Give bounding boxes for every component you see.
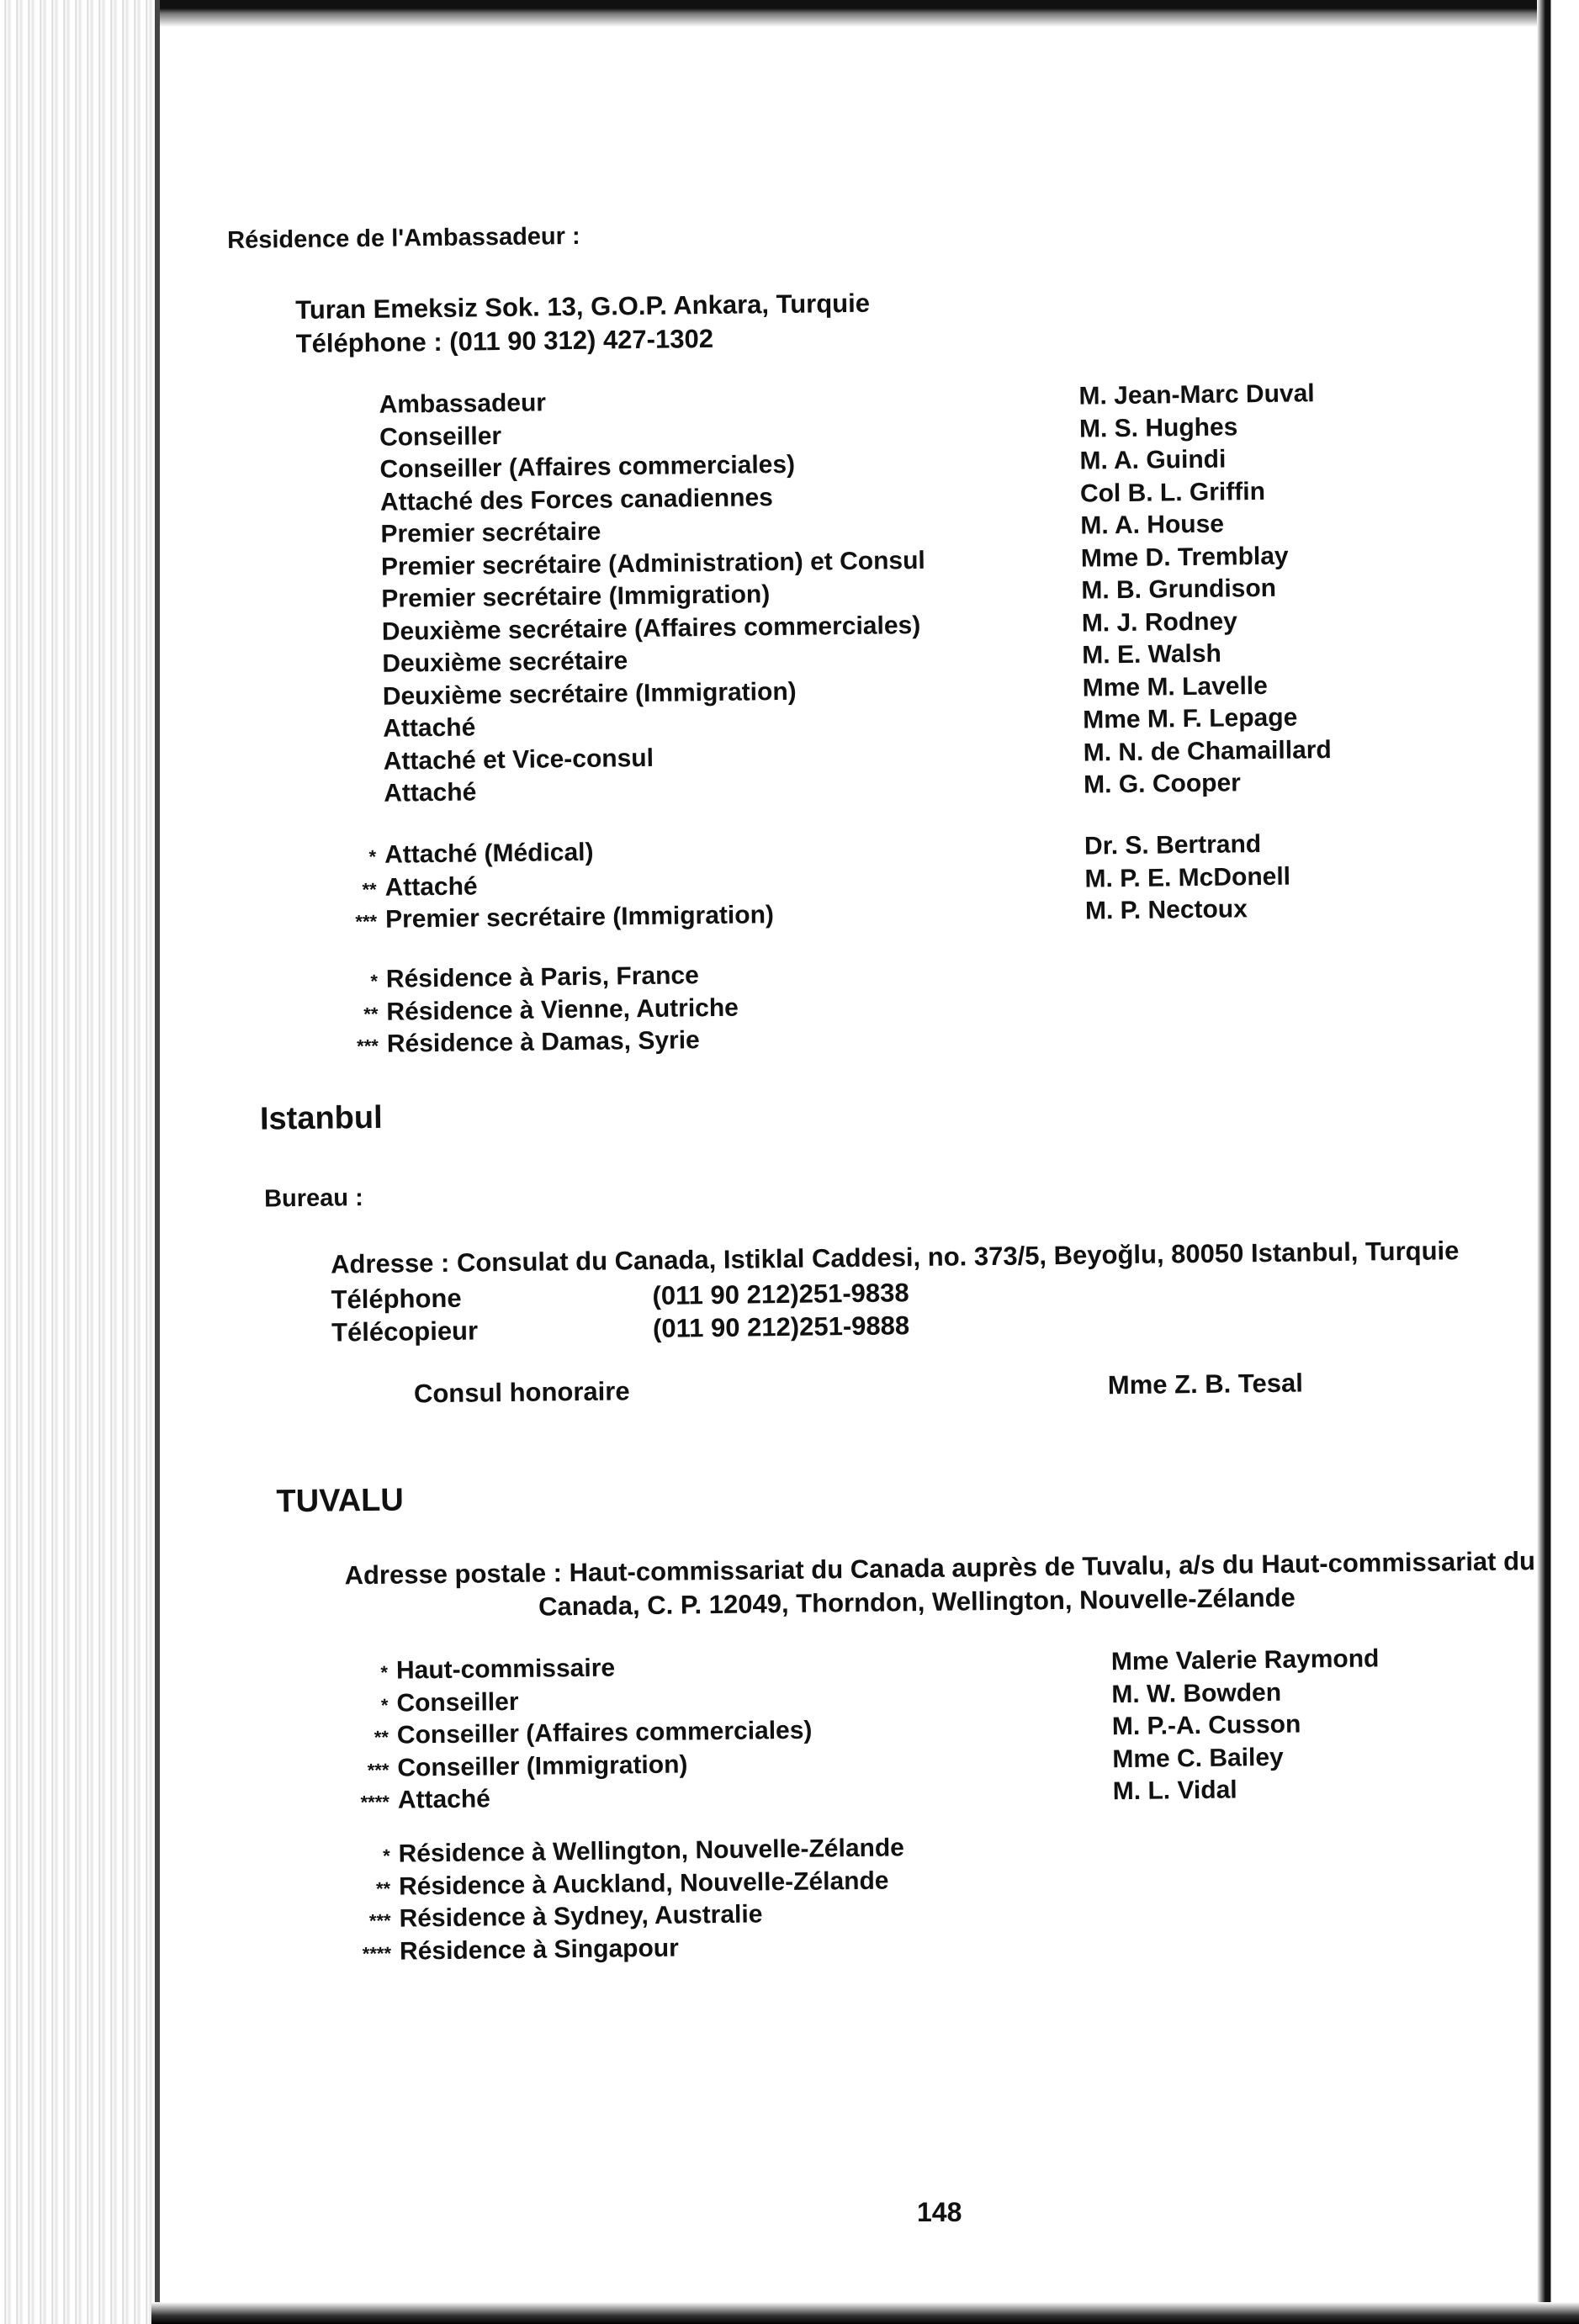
residence-text: Résidence à Wellington, Nouvelle-Zélande: [398, 1834, 905, 1868]
footnote-mark: *: [380, 1694, 389, 1716]
residence-text: Résidence à Paris, France: [385, 961, 699, 993]
residence-text: Résidence à Vienne, Autriche: [386, 993, 739, 1026]
staff-title: Conseiller: [396, 1687, 519, 1718]
istanbul-address: Adresse : Consulat du Canada, Istiklal Caddesi, no. 373/5, Beyoğlu, 80050 Istanbul, Turquie: [330, 1236, 1460, 1279]
staff-title: Attaché et Vice-consul: [383, 744, 654, 776]
staff-name: Mme C. Bailey: [1112, 1743, 1284, 1773]
staff-name: Mme M. Lavelle: [1082, 671, 1269, 702]
staff-name: M. Jean-Marc Duval: [1078, 379, 1315, 410]
page-content: [227, 211, 1536, 1966]
staff-name: M. B. Grundison: [1081, 574, 1277, 605]
bureau-heading: Bureau :: [263, 1184, 363, 1213]
staff-name: M. A. House: [1080, 510, 1225, 540]
telephone-value: (011 90 212)251-9838: [652, 1278, 909, 1310]
staff-title: Attaché: [384, 871, 478, 902]
ankara-nonresident-names: [1084, 828, 1291, 928]
staff-title: Deuxième secrétaire (Affaires commerciales): [381, 611, 921, 646]
staff-name: M. L. Vidal: [1112, 1776, 1237, 1806]
postal-address-line2: Canada, C. P. 12049, Thorndon, Wellington, Nouvelle-Zélande: [538, 1582, 1296, 1622]
residence-text: Résidence à Sydney, Australie: [399, 1900, 763, 1933]
staff-name: Col B. L. Griffin: [1079, 477, 1266, 508]
nonresident-row: [326, 899, 774, 937]
footnote-mark: *: [368, 845, 377, 867]
book-left-edge: [0, 0, 160, 2324]
footnote-mark: ****: [362, 1942, 392, 1964]
staff-title: Premier secrétaire: [380, 517, 601, 548]
ankara-nonresident-titles: [326, 834, 774, 937]
footnote-mark: *: [370, 970, 379, 992]
staff-name: M. E. Walsh: [1082, 639, 1222, 670]
staff-title: Conseiller (Affaires commerciales): [396, 1716, 813, 1750]
staff-title: Attaché: [383, 713, 476, 743]
tuvalu-staff-names: [1111, 1643, 1381, 1808]
staff-title: Attaché (Médical): [384, 838, 594, 869]
nonresident-row: [326, 867, 773, 905]
footnote-mark: **: [362, 878, 377, 900]
staff-name: Mme D. Tremblay: [1080, 542, 1289, 573]
footnote-mark: ***: [368, 1909, 391, 1932]
page-number: 148: [917, 2197, 962, 2227]
postal-address-line1: Adresse postale : Haut-commissariat du Canada auprès de Tuvalu, a/s du Haut-commissariat du: [344, 1546, 1536, 1591]
footnote-mark: **: [363, 1003, 379, 1024]
staff-name: M. G. Cooper: [1083, 769, 1242, 799]
tuvalu-staff-titles: [337, 1650, 813, 1818]
staff-name: M. N. de Chamaillard: [1083, 735, 1332, 767]
staff-name: M. P.-A. Cusson: [1111, 1710, 1301, 1741]
staff-name: Mme Valerie Raymond: [1110, 1644, 1380, 1676]
consul-name: Mme Z. B. Tesal: [1107, 1368, 1304, 1400]
staff-name: M. A. Guindi: [1079, 445, 1227, 475]
residence-note: [341, 1930, 906, 1969]
residence-note: [327, 992, 739, 1029]
footnote-mark: ***: [357, 1035, 379, 1057]
staff-title: Deuxième secrétaire (Immigration): [382, 677, 797, 711]
residence-text: Résidence à Auckland, Nouvelle-Zélande: [398, 1866, 889, 1901]
staff-row: [338, 1715, 813, 1753]
footnote-mark: ***: [355, 910, 378, 933]
staff-title: Ambassadeur: [379, 389, 547, 419]
residence-heading: Résidence de l'Ambassadeur :: [227, 222, 580, 254]
staff-title: Premier secrétaire (Administration) et Consul: [380, 546, 925, 581]
footnote-mark: ***: [367, 1759, 389, 1781]
telephone-label: Téléphone: [331, 1283, 462, 1315]
staff-title: Premier secrétaire (Immigration): [384, 901, 775, 934]
staff-title: Conseiller (Immigration): [397, 1750, 688, 1782]
book-bottom-edge: [151, 2302, 1579, 2324]
ankara-residences: [327, 960, 739, 1061]
staff-name: M. P. Nectoux: [1084, 895, 1248, 925]
consul-title: Consul honoraire: [413, 1376, 630, 1409]
ankara-staff-names: [1078, 378, 1332, 802]
staff-title: Attaché: [384, 778, 477, 807]
book-top-edge: [0, 0, 1579, 27]
staff-title: Premier secrétaire (Immigration): [381, 580, 771, 613]
staff-name: M. J. Rodney: [1081, 606, 1238, 638]
footnote-mark: **: [374, 1726, 389, 1748]
residence-text: Résidence à Damas, Syrie: [386, 1026, 700, 1058]
fax-value: (011 90 212)251-9888: [652, 1310, 910, 1343]
ankara-address: Turan Emeksiz Sok. 13, G.O.P. Ankara, Turquie: [294, 288, 871, 326]
nonresident-row: [326, 834, 773, 872]
staff-title: Conseiller (Affaires commerciales): [379, 450, 796, 484]
staff-title: Deuxième secrétaire: [382, 647, 628, 678]
staff-title: Conseiller: [379, 421, 502, 452]
staff-title: Attaché des Forces canadiennes: [379, 483, 774, 516]
staff-title: Haut-commissaire: [395, 1654, 616, 1685]
ankara-staff-titles: [379, 383, 928, 810]
staff-title: Attaché: [397, 1785, 491, 1814]
tuvalu-residences: [339, 1832, 905, 1968]
footnote-mark: ****: [360, 1791, 390, 1813]
residence-note: [340, 1865, 905, 1904]
footnote-mark: *: [380, 1661, 389, 1683]
staff-name: Dr. S. Bertrand: [1084, 830, 1262, 860]
book-right-edge: [1537, 0, 1579, 2324]
residence-note: [327, 960, 739, 997]
staff-name: Mme M. F. Lepage: [1083, 703, 1298, 734]
residence-text: Résidence à Singapour: [399, 1934, 679, 1966]
staff-name: M. P. E. McDonell: [1084, 862, 1291, 893]
fax-label: Télécopieur: [331, 1316, 479, 1347]
istanbul-heading: Istanbul: [259, 1099, 383, 1137]
footnote-mark: **: [375, 1877, 391, 1899]
staff-row: [339, 1780, 813, 1818]
footnote-mark: *: [382, 1845, 390, 1866]
staff-name: M. W. Bowden: [1111, 1678, 1282, 1708]
ankara-telephone: Téléphone : (011 90 312) 427-1302: [295, 323, 714, 359]
tuvalu-heading: TUVALU: [276, 1482, 405, 1520]
staff-name: M. S. Hughes: [1078, 412, 1238, 443]
residence-note: [328, 1024, 739, 1061]
